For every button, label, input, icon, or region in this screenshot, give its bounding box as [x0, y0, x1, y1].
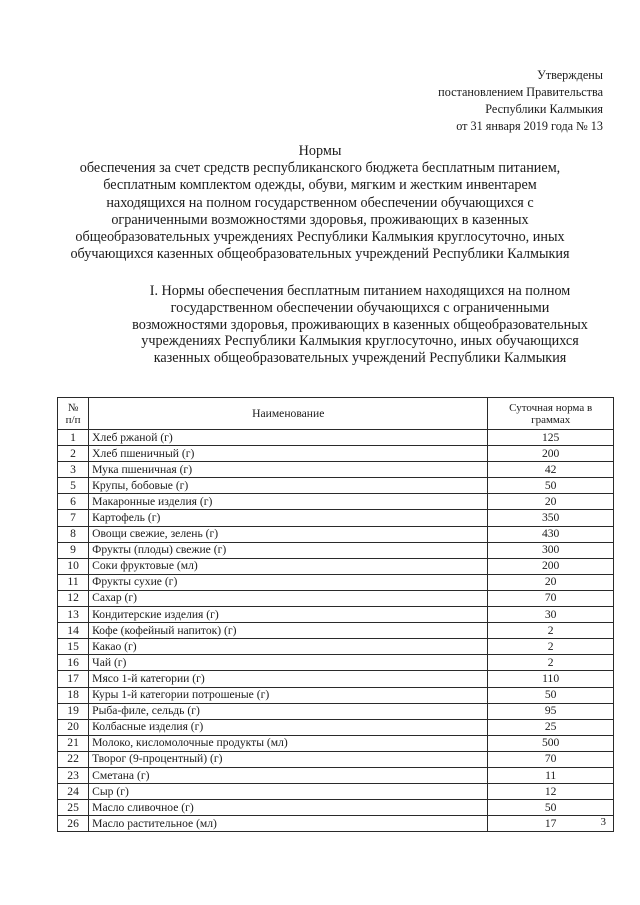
header-number-line: № [67, 401, 79, 414]
row-number: 9 [58, 542, 89, 558]
table-row [58, 751, 614, 767]
row-number: 21 [58, 735, 89, 751]
row-name: Хлеб пшеничный (г) [89, 446, 488, 462]
row-number: 5 [58, 478, 89, 494]
table-row [58, 800, 614, 816]
row-name: Фрукты (плоды) свежие (г) [89, 542, 488, 558]
row-name: Колбасные изделия (г) [89, 719, 488, 735]
table-row [58, 590, 614, 606]
row-norm: 200 [488, 558, 614, 574]
title-line: Нормы [298, 143, 342, 159]
row-name: Картофель (г) [89, 510, 488, 526]
row-norm: 200 [488, 446, 614, 462]
table-row [58, 767, 614, 783]
row-name: Масло сливочное (г) [89, 800, 488, 816]
section-line: I. Нормы обеспечения бесплатным питанием находящихся на полном [149, 283, 571, 299]
row-name: Овощи свежие, зелень (г) [89, 526, 488, 542]
header-number [58, 398, 89, 430]
row-number: 24 [58, 784, 89, 800]
approval-line: постановлением Правительства [438, 85, 603, 99]
table-row [58, 446, 614, 462]
row-norm: 50 [488, 800, 614, 816]
table-row [58, 558, 614, 574]
table-row [58, 639, 614, 655]
row-name: Чай (г) [89, 655, 488, 671]
row-norm: 25 [488, 719, 614, 735]
row-number: 19 [58, 703, 89, 719]
row-norm: 300 [488, 542, 614, 558]
row-number: 14 [58, 623, 89, 639]
row-name: Крупы, бобовые (г) [89, 478, 488, 494]
row-name: Кофе (кофейный напиток) (г) [89, 623, 488, 639]
approval-stamp [438, 67, 603, 135]
row-number: 23 [58, 767, 89, 783]
row-number: 2 [58, 446, 89, 462]
row-name: Макаронные изделия (г) [89, 494, 488, 510]
row-norm: 95 [488, 703, 614, 719]
row-name: Какао (г) [89, 639, 488, 655]
row-number: 25 [58, 800, 89, 816]
row-name: Мука пшеничная (г) [89, 462, 488, 478]
title-line: ограниченными возможностями здоровья, проживающих в казенных [111, 211, 529, 228]
row-number: 26 [58, 816, 89, 832]
header-name: Наименование [89, 398, 488, 430]
table-row [58, 623, 614, 639]
row-name: Фрукты сухие (г) [89, 574, 488, 590]
row-number: 7 [58, 510, 89, 526]
title-line: общеобразовательных учреждениях Республики Калмыкия круглосуточно, иных [75, 229, 565, 246]
row-norm: 42 [488, 462, 614, 478]
row-norm: 2 [488, 655, 614, 671]
table-row [58, 735, 614, 751]
row-number: 15 [58, 639, 89, 655]
table-body [58, 430, 614, 832]
row-norm: 12 [488, 784, 614, 800]
row-number: 3 [58, 462, 89, 478]
table-row [58, 430, 614, 446]
row-name: Сметана (г) [89, 767, 488, 783]
table-row [58, 542, 614, 558]
section-line: возможностями здоровья, проживающих в казенных общеобразовательных [132, 316, 588, 333]
row-number: 1 [58, 430, 89, 446]
row-norm: 500 [488, 735, 614, 751]
section-heading [100, 283, 620, 367]
table-row [58, 687, 614, 703]
row-norm: 50 [488, 478, 614, 494]
row-number: 11 [58, 574, 89, 590]
norms-table [57, 397, 614, 832]
header-norm-line: граммах [531, 413, 571, 426]
row-name: Творог (9-процентный) (г) [89, 751, 488, 767]
row-name: Масло растительное (мл) [89, 816, 488, 832]
row-number: 16 [58, 655, 89, 671]
row-number: 6 [58, 494, 89, 510]
title-line: обеспечения за счет средств республиканского бюджета бесплатным питанием, [79, 160, 561, 177]
section-line: государственном обеспечении обучающихся с ограниченными [170, 299, 550, 316]
row-name: Мясо 1-й категории (г) [89, 671, 488, 687]
section-line: учреждениях Республики Калмыкия круглосуточно, иных обучающихся [141, 333, 579, 350]
table-row [58, 671, 614, 687]
row-norm: 70 [488, 751, 614, 767]
table-row [58, 494, 614, 510]
row-norm: 70 [488, 590, 614, 606]
title-line: находящихся на полном государственном обеспечении обучающихся с [106, 194, 534, 211]
page-number: 3 [600, 816, 606, 828]
row-number: 18 [58, 687, 89, 703]
row-name: Сахар (г) [89, 590, 488, 606]
row-number: 8 [58, 526, 89, 542]
row-norm: 430 [488, 526, 614, 542]
row-norm: 2 [488, 623, 614, 639]
row-number: 10 [58, 558, 89, 574]
header-norm-line: Суточная норма в [509, 401, 593, 414]
table-header-row [58, 398, 614, 430]
table-row [58, 462, 614, 478]
table-row [58, 607, 614, 623]
approval-line: Утверждены [537, 68, 603, 82]
table-row [58, 478, 614, 494]
row-name: Кондитерские изделия (г) [89, 607, 488, 623]
title-line: обучающихся казенных общеобразовательных учреждений Республики Калмыкия [70, 246, 570, 263]
row-norm: 2 [488, 639, 614, 655]
row-number: 13 [58, 607, 89, 623]
header-norm [488, 398, 614, 430]
approval-line: от 31 января 2019 года № 13 [456, 119, 603, 133]
table-row [58, 784, 614, 800]
table-row [58, 703, 614, 719]
table-row [58, 526, 614, 542]
table-row [58, 510, 614, 526]
row-norm: 110 [488, 671, 614, 687]
row-norm: 350 [488, 510, 614, 526]
row-name: Куры 1-й категории потрошеные (г) [89, 687, 488, 703]
row-name: Рыба-филе, сельдь (г) [89, 703, 488, 719]
row-norm: 50 [488, 687, 614, 703]
row-number: 20 [58, 719, 89, 735]
row-name: Соки фруктовые (мл) [89, 558, 488, 574]
row-name: Сыр (г) [89, 784, 488, 800]
table-row [58, 816, 614, 832]
title-line: бесплатным комплектом одежды, обуви, мягким и жестким инвентарем [103, 177, 537, 194]
row-number: 12 [58, 590, 89, 606]
table-row [58, 655, 614, 671]
document-title [40, 143, 600, 263]
row-name: Хлеб ржаной (г) [89, 430, 488, 446]
table-row [58, 719, 614, 735]
approval-line: Республики Калмыкия [485, 102, 603, 116]
row-norm: 11 [488, 767, 614, 783]
row-number: 22 [58, 751, 89, 767]
row-norm: 17 [488, 816, 614, 832]
row-norm: 125 [488, 430, 614, 446]
row-name: Молоко, кисломолочные продукты (мл) [89, 735, 488, 751]
row-number: 17 [58, 671, 89, 687]
row-norm: 20 [488, 494, 614, 510]
section-line: казенных общеобразовательных учреждений Республики Калмыкия [153, 350, 567, 367]
row-norm: 20 [488, 574, 614, 590]
row-norm: 30 [488, 607, 614, 623]
table-row [58, 574, 614, 590]
header-number-line: п/п [65, 413, 81, 426]
